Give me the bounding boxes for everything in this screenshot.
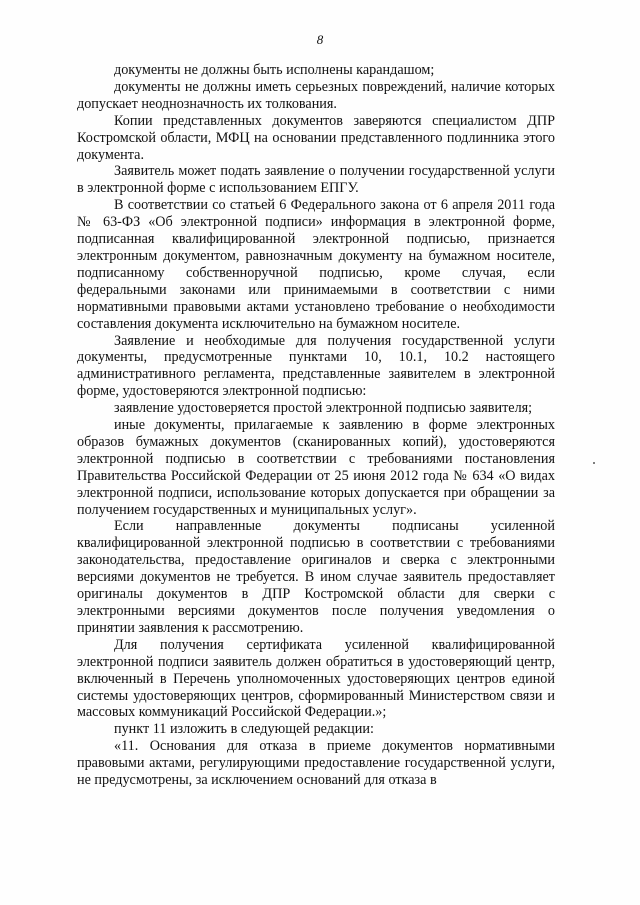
paragraph: документы не должны иметь серьезных повреждений, наличие которых допускает неоднозначность их толкования. [77,78,555,112]
paragraph: Заявитель может подать заявление о получении государственной услуги в электронной форме с использованием ЕПГУ. [77,163,555,197]
paragraph: заявление удостоверяется простой электронной подписью заявителя; [114,400,533,417]
paragraph: В соответствии со статьей 6 Федерального закона от 6 апреля 2011 года № 63-ФЗ «Об электронной подписи» информация в электронной форме, подписанная квалифицированной электронной подписью, признается электронным документом, равнозначным документу на бумажном носителе, подписанному собственноручной подписью, кроме случая, если федеральными законами или принимаемыми в соответствии с ними нормативными правовыми актами установлено требование о необходимости составления документа исключительно на бумажном носителе. [77,197,555,332]
page-number: 8 [316,32,324,47]
scan-speck [593,462,595,464]
document-body [77,62,555,789]
paragraph: документы не должны быть исполнены карандашом; [114,62,435,78]
paragraph: Копии представленных документов заверяются специалистом ДПР Костромской области, МФЦ на основании представленного подлинника этого документа. [77,112,555,163]
paragraph: Заявление и необходимые для получения государственной услуги документы, предусмотренные пунктами 10, 10.1, 10.2 настоящего административного регламента, представленные заявителем в электронной форме, удостоверяются электронной подписью: [77,332,555,400]
paragraph: Для получения сертификата усиленной квалифицированной электронной подписи заявитель должен обратиться в удостоверяющий центр, включенный в Перечень уполномоченных удостоверяющих центров единой системы удостоверяющих центров, сформированный Министерством связи и массовых коммуникаций Российской Федерации.»; [77,636,555,721]
paragraph: Если направленные документы подписаны усиленной квалифицированной электронной подписью в соответствии с требованиями законодательства, предоставление оригиналов и сверка с электронными версиями документов не требуется. В ином случае заявитель предоставляет оригиналы документов в ДПР Костромской области для сверки с электронными версиями документов после получения уведомления о принятии заявления к рассмотрению. [77,518,555,636]
paragraph: «11. Основания для отказа в приеме документов нормативными правовыми актами, регулирующими предоставление государственной услуги, не предусмотрены, за исключением оснований для отказа в [77,738,555,789]
paragraph: пункт 11 изложить в следующей редакции: [114,721,374,738]
paragraph: иные документы, прилагаемые к заявлению в форме электронных образов бумажных документов (сканированных копий), удостоверяются электронной подписью в соответствии с требованиями постановления Правительства Российской Федерации от 25 июня 2012 года № 634 «О видах электронной подписи, использование которых допускается при обращении за получением государственных и муниципальных услуг». [77,417,555,518]
